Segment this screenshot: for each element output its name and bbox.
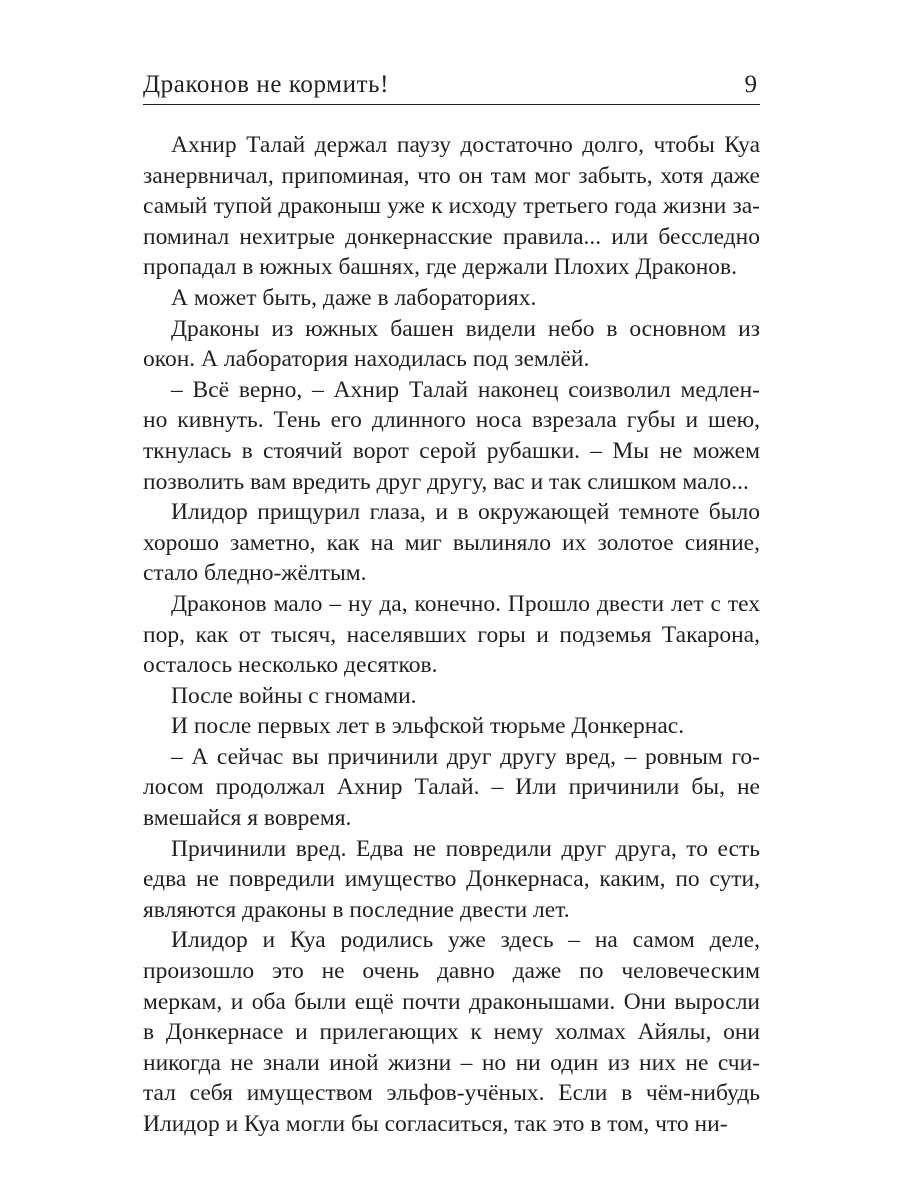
page-number: 9 xyxy=(744,71,757,98)
header-rule xyxy=(143,104,760,105)
running-header xyxy=(143,66,760,104)
paragraph xyxy=(143,589,760,681)
text-line: едва не повредили имущество Донкернаса, каким, по сути, xyxy=(143,866,760,893)
text-line: произошло это не очень давно даже по человеческим xyxy=(143,958,760,985)
body-text xyxy=(143,130,760,1140)
paragraph xyxy=(143,130,760,283)
text-line: пропадал в южных башнях, где держали Плохих Драконов. xyxy=(143,254,738,281)
text-line: После войны с гномами. xyxy=(171,682,417,709)
text-line: – Всё верно, – Ахнир Талай наконец соизволил медлен- xyxy=(171,376,760,403)
paragraph xyxy=(143,925,760,1139)
text-line: Илидор прищурил глаза, и в окружающей темноте было xyxy=(171,499,760,526)
paragraph xyxy=(143,283,760,314)
text-line: пор, как от тысяч, населявших горы и подземья Такарона, xyxy=(143,621,760,648)
paragraph xyxy=(143,742,760,834)
text-line: Причинили вред. Едва не повредили друг друга, то есть xyxy=(171,835,760,862)
text-line: ткнулась в стоячий ворот серой рубашки. – Мы не можем xyxy=(143,437,760,464)
text-line: тал себя имуществом эльфов-учёных. Если в чём-нибудь xyxy=(143,1080,760,1107)
text-line: А может быть, даже в лабораториях. xyxy=(171,284,537,311)
paragraph xyxy=(143,497,760,589)
text-line: Илидор и Куа могли бы согласиться, так это в том, что ни- xyxy=(143,1111,728,1137)
book-title: Драконов не кормить! xyxy=(143,71,390,98)
paragraph xyxy=(143,711,760,742)
text-line: являются драконы в последние двести лет. xyxy=(143,896,570,923)
text-line: в Донкернасе и прилегающих к нему холмах Айялы, они xyxy=(143,1019,760,1046)
text-line: Ахнир Талай держал паузу достаточно долго, чтобы Куа xyxy=(171,132,760,158)
text-line: меркам, и оба были ещё почти драконышами. Они выросли xyxy=(143,988,760,1015)
paragraph xyxy=(143,681,760,712)
text-line: осталось несколько десятков. xyxy=(143,652,438,679)
text-line: занервничал, припоминая, что он там мог забыть, хотя даже xyxy=(143,162,760,189)
text-line: поминал нехитрые донкернасские правила... или бесследно xyxy=(143,223,760,250)
paragraph xyxy=(143,375,760,497)
text-line: позволить вам вредить друг другу, вас и так слишком мало... xyxy=(143,468,749,495)
text-line: вмешайся я вовремя. xyxy=(143,805,352,832)
text-line: Драконов мало – ну да, конечно. Прошло двести лет с тех xyxy=(171,590,760,617)
paragraph xyxy=(143,834,760,926)
text-line: – А сейчас вы причинили друг другу вред, – ровным го- xyxy=(171,743,760,770)
text-line: но кивнуть. Тень его длинного носа взрезала губы и шею, xyxy=(143,407,760,434)
text-line: лосом продолжал Ахнир Талай. – Или причинили бы, не xyxy=(143,774,760,801)
paragraph xyxy=(143,314,760,375)
text-line: Илидор и Куа родились уже здесь – на самом деле, xyxy=(171,927,760,954)
text-line: хорошо заметно, как на миг вылиняло их золотое сияние, xyxy=(143,529,760,556)
text-line: И после первых лет в эльфской тюрьме Донкернас. xyxy=(171,713,685,740)
text-line: окон. А лаборатория находилась под землёй. xyxy=(143,346,590,373)
text-line: стало бледно-жёлтым. xyxy=(143,560,367,587)
text-line: Драконы из южных башен видели небо в основном из xyxy=(171,315,760,342)
text-line: никогда не знали иной жизни – но ни один из них не счи- xyxy=(143,1049,760,1076)
text-line: самый тупой драконыш уже к исходу третьего года жизни за- xyxy=(143,193,760,220)
